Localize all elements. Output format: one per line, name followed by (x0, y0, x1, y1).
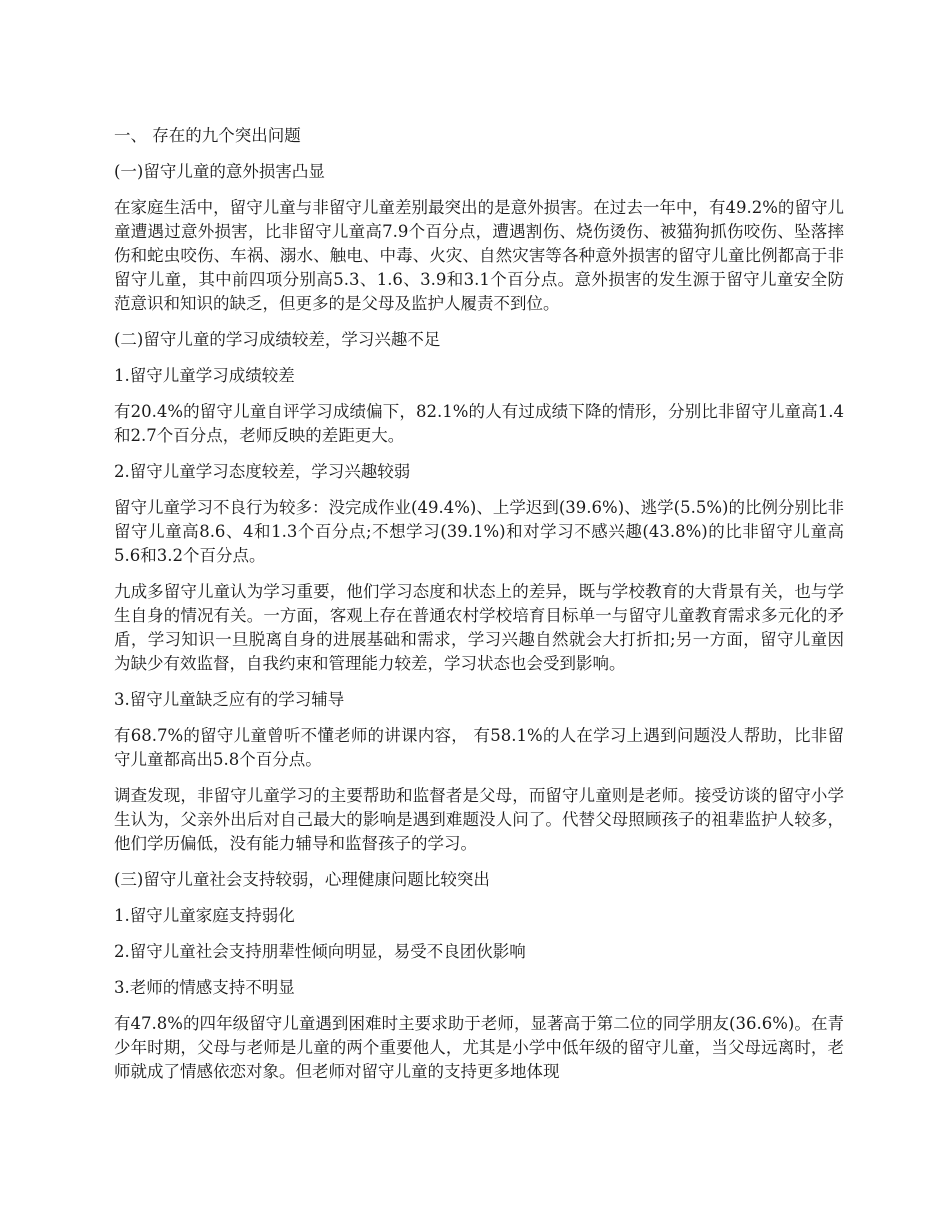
subsection-heading: (二)留守儿童的学习成绩较差，学习兴趣不足 (114, 330, 441, 349)
item-heading: 3.留守儿童缺乏应有的学习辅导 (114, 690, 345, 709)
item-heading: 2.留守儿童学习态度较差，学习兴趣较弱 (114, 462, 411, 481)
subsection-heading: (三)留守儿童社会支持较弱，心理健康问题比较突出 (114, 870, 490, 889)
body-paragraph: 调查发现，非留守儿童学习的主要帮助和监督者是父母，而留守儿童则是老师。接受访谈的留守小学生认为，父亲外出后对自己最大的影响是遇到难题没人问了。代替父母照顾孩子的祖辈监护人较多，他们学历偏低，没有能力辅导和监督孩子的学习。 (114, 786, 844, 853)
item-heading: 1.留守儿童学习成绩较差 (114, 366, 295, 385)
item-heading: 3.老师的情感支持不明显 (114, 978, 295, 997)
document-page (114, 124, 844, 1096)
body-paragraph: 九成多留守儿童认为学习重要，他们学习态度和状态上的差异，既与学校教育的大背景有关，也与学生自身的情况有关。一方面，客观上存在普通农村学校培育目标单一与留守儿童教育需求多元化的矛盾，学习知识一旦脱离自身的进展基础和需求，学习兴趣自然就会大打折扣;另一方面，留守儿童因为缺少有效监督，自我约束和管理能力较差，学习状态也会受到影响。 (114, 582, 844, 673)
section-heading: 一、 存在的九个突出问题 (114, 126, 301, 145)
item-heading: 1.留守儿童家庭支持弱化 (114, 906, 295, 925)
body-paragraph: 有68.7%的留守儿童曾听不懂老师的讲课内容， 有58.1%的人在学习上遇到问题没人帮助，比非留守儿童都高出5.8个百分点。 (114, 726, 844, 769)
subsection-heading: (一)留守儿童的意外损害凸显 (114, 162, 325, 181)
item-heading: 2.留守儿童社会支持朋辈性倾向明显，易受不良团伙影响 (114, 942, 526, 961)
body-paragraph: 留守儿童学习不良行为较多：没完成作业(49.4%)、上学迟到(39.6%)、逃学(5.5%)的比例分别比非留守儿童高8.6、4和1.3个百分点;不想学习(39.1%)和对学习不感兴趣(43.8%)的比非留守儿童高5.6和3.2个百分点。 (114, 498, 844, 565)
body-paragraph: 在家庭生活中，留守儿童与非留守儿童差别最突出的是意外损害。在过去一年中，有49.2%的留守儿童遭遇过意外损害，比非留守儿童高7.9个百分点，遭遇割伤、烧伤烫伤、被猫狗抓伤咬伤、坠落摔伤和蛇虫咬伤、车祸、溺水、触电、中毒、火灾、自然灾害等各种意外损害的留守儿童比例都高于非留守儿童，其中前四项分别高5.3、1.6、3.9和3.1个百分点。意外损害的发生源于留守儿童安全防范意识和知识的缺乏，但更多的是父母及监护人履责不到位。 (114, 198, 844, 313)
body-paragraph: 有20.4%的留守儿童自评学习成绩偏下，82.1%的人有过成绩下降的情形，分别比非留守儿童高1.4和2.7个百分点，老师反映的差距更大。 (114, 402, 844, 445)
body-paragraph: 有47.8%的四年级留守儿童遇到困难时主要求助于老师，显著高于第二位的同学朋友(36.6%)。在青少年时期，父母与老师是儿童的两个重要他人，尤其是小学中低年级的留守儿童，当父母远离时，老师就成了情感依恋对象。但老师对留守儿童的支持更多地体现 (114, 1014, 844, 1081)
